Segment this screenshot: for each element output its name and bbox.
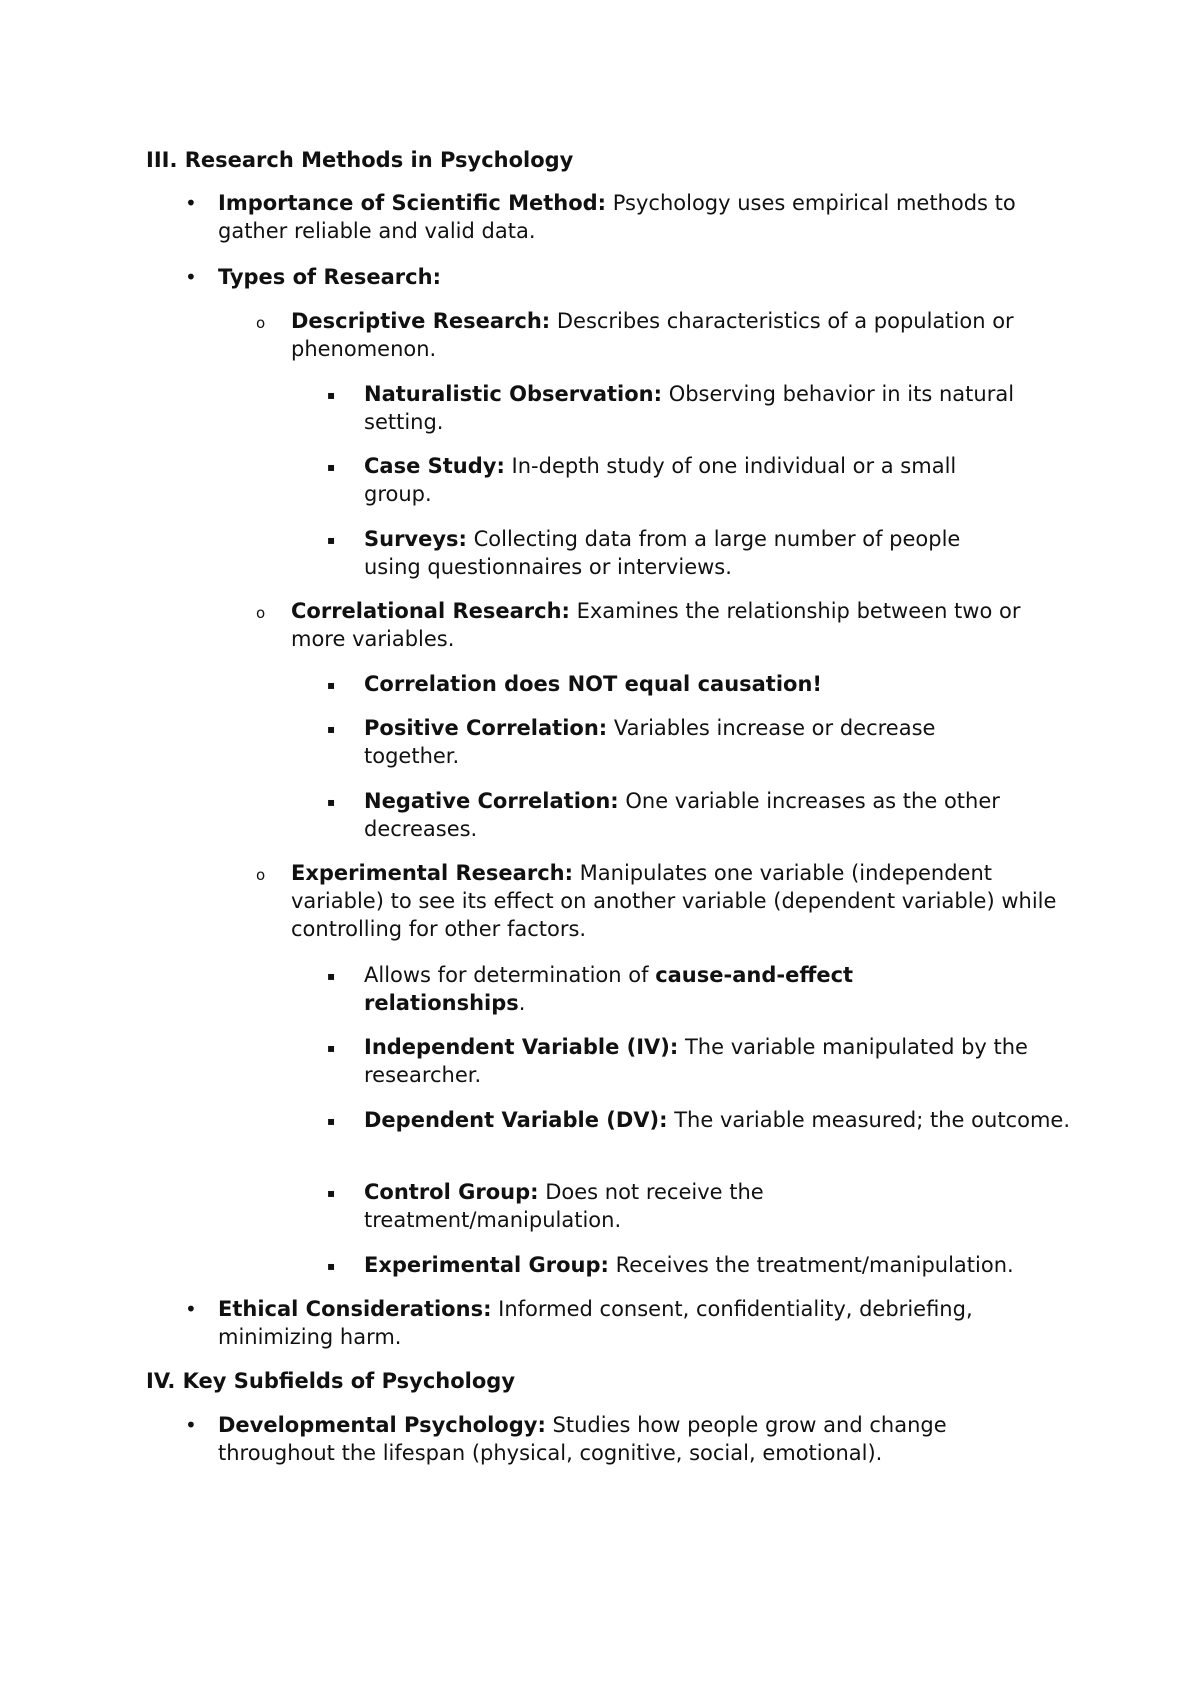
list-item-correlational-research — [256, 597, 1081, 653]
square-marker: ▪ — [327, 1259, 336, 1273]
term-label: Positive Correlation: — [364, 716, 608, 740]
description-text: Collecting data from a large number of people using questionnaires or interviews. — [364, 527, 961, 579]
bullet-marker: • — [185, 1413, 197, 1437]
bullet-marker: • — [185, 191, 197, 215]
term-label: cause-and-effect relationships — [364, 963, 854, 1015]
list-item-control-group — [327, 1178, 1074, 1234]
description-text: The variable manipulated by the researcher. — [364, 1035, 1028, 1087]
section-heading-key-subfields: IV. Key Subfields of Psychology — [146, 1369, 516, 1393]
list-item-negative-correlation — [327, 787, 1074, 843]
section-heading-research-methods: III. Research Methods in Psychology — [146, 148, 574, 172]
circle-marker: o — [256, 314, 266, 332]
list-item-dependent-variable — [327, 1106, 1074, 1134]
description-text: In-depth study of one individual or a small group. — [364, 454, 957, 506]
term-label: Descriptive Research: — [291, 309, 551, 333]
term-label: Correlational Research: — [291, 599, 570, 623]
list-item-case-study — [327, 452, 1074, 508]
list-item-types-of-research — [185, 263, 1078, 291]
description-text: One variable increases as the other decreases. — [364, 789, 1000, 841]
description-text: Does not receive the treatment/manipulation. — [364, 1180, 764, 1232]
description-text: Observing behavior in its natural setting. — [364, 382, 1015, 434]
term-label: Experimental Research: — [291, 861, 573, 885]
list-item-developmental-psychology — [185, 1411, 1078, 1467]
square-marker: ▪ — [327, 795, 336, 809]
term-label: Correlation does NOT equal causation! — [364, 672, 823, 696]
term-label: Dependent Variable (DV): — [364, 1108, 668, 1132]
description-text: Informed consent, confidentiality, debriefing, minimizing harm. — [218, 1297, 973, 1349]
square-marker: ▪ — [327, 722, 336, 736]
bullet-marker: • — [185, 1297, 197, 1321]
list-item-positive-correlation — [327, 714, 1074, 770]
term-label: Types of Research: — [218, 265, 441, 289]
term-label: Naturalistic Observation: — [364, 382, 663, 406]
term-label: Independent Variable (IV): — [364, 1035, 679, 1059]
term-label: Ethical Considerations: — [218, 1297, 492, 1321]
list-item-experimental-research — [256, 859, 1081, 943]
term-label: Control Group: — [364, 1180, 539, 1204]
list-item-naturalistic-observation — [327, 380, 1074, 436]
term-label: Case Study: — [364, 454, 505, 478]
square-marker: ▪ — [327, 388, 336, 402]
description-text: The variable measured; the outcome. — [667, 1108, 1070, 1132]
list-item-independent-variable — [327, 1033, 1074, 1089]
square-marker: ▪ — [327, 533, 336, 547]
circle-marker: o — [256, 866, 266, 884]
list-item-ethical-considerations — [185, 1295, 1078, 1351]
term-label: Surveys: — [364, 527, 467, 551]
term-label: Negative Correlation: — [364, 789, 619, 813]
description-text: Examines the relationship between two or more variables. — [291, 599, 1021, 651]
list-item-descriptive-research — [256, 307, 1081, 363]
circle-marker: o — [256, 604, 266, 622]
term-label: Experimental Group: — [364, 1253, 609, 1277]
square-marker: ▪ — [327, 1114, 336, 1128]
square-marker: ▪ — [327, 1186, 336, 1200]
bullet-marker: • — [185, 265, 197, 289]
list-item-scientific-method — [185, 189, 1078, 245]
square-marker: ▪ — [327, 969, 336, 983]
description-text: Studies how people grow and change throughout the lifespan (physical, cognitive, social, emotional). — [218, 1413, 947, 1465]
list-item-surveys — [327, 525, 1074, 581]
square-marker: ▪ — [327, 1041, 336, 1055]
term-label: Developmental Psychology: — [218, 1413, 546, 1437]
square-marker: ▪ — [327, 460, 336, 474]
description-text: Variables increase or decrease together. — [364, 716, 936, 768]
description-text: Manipulates one variable (independent variable) to see its effect on another variable (dependent variable) while controlling for other factors. — [291, 861, 1057, 941]
description-text: Allows for determination of — [364, 963, 656, 987]
punctuation: . — [518, 991, 526, 1015]
square-marker: ▪ — [327, 678, 336, 692]
description-text: Receives the treatment/manipulation. — [608, 1253, 1014, 1277]
description-text: Psychology uses empirical methods to gather reliable and valid data. — [218, 191, 1016, 243]
term-label: Importance of Scientific Method: — [218, 191, 607, 215]
description-text: Describes characteristics of a population or phenomenon. — [291, 309, 1014, 361]
list-item-experimental-group — [327, 1251, 1074, 1279]
list-item-not-causation — [327, 670, 1074, 698]
list-item-cause-and-effect — [327, 961, 1074, 1017]
